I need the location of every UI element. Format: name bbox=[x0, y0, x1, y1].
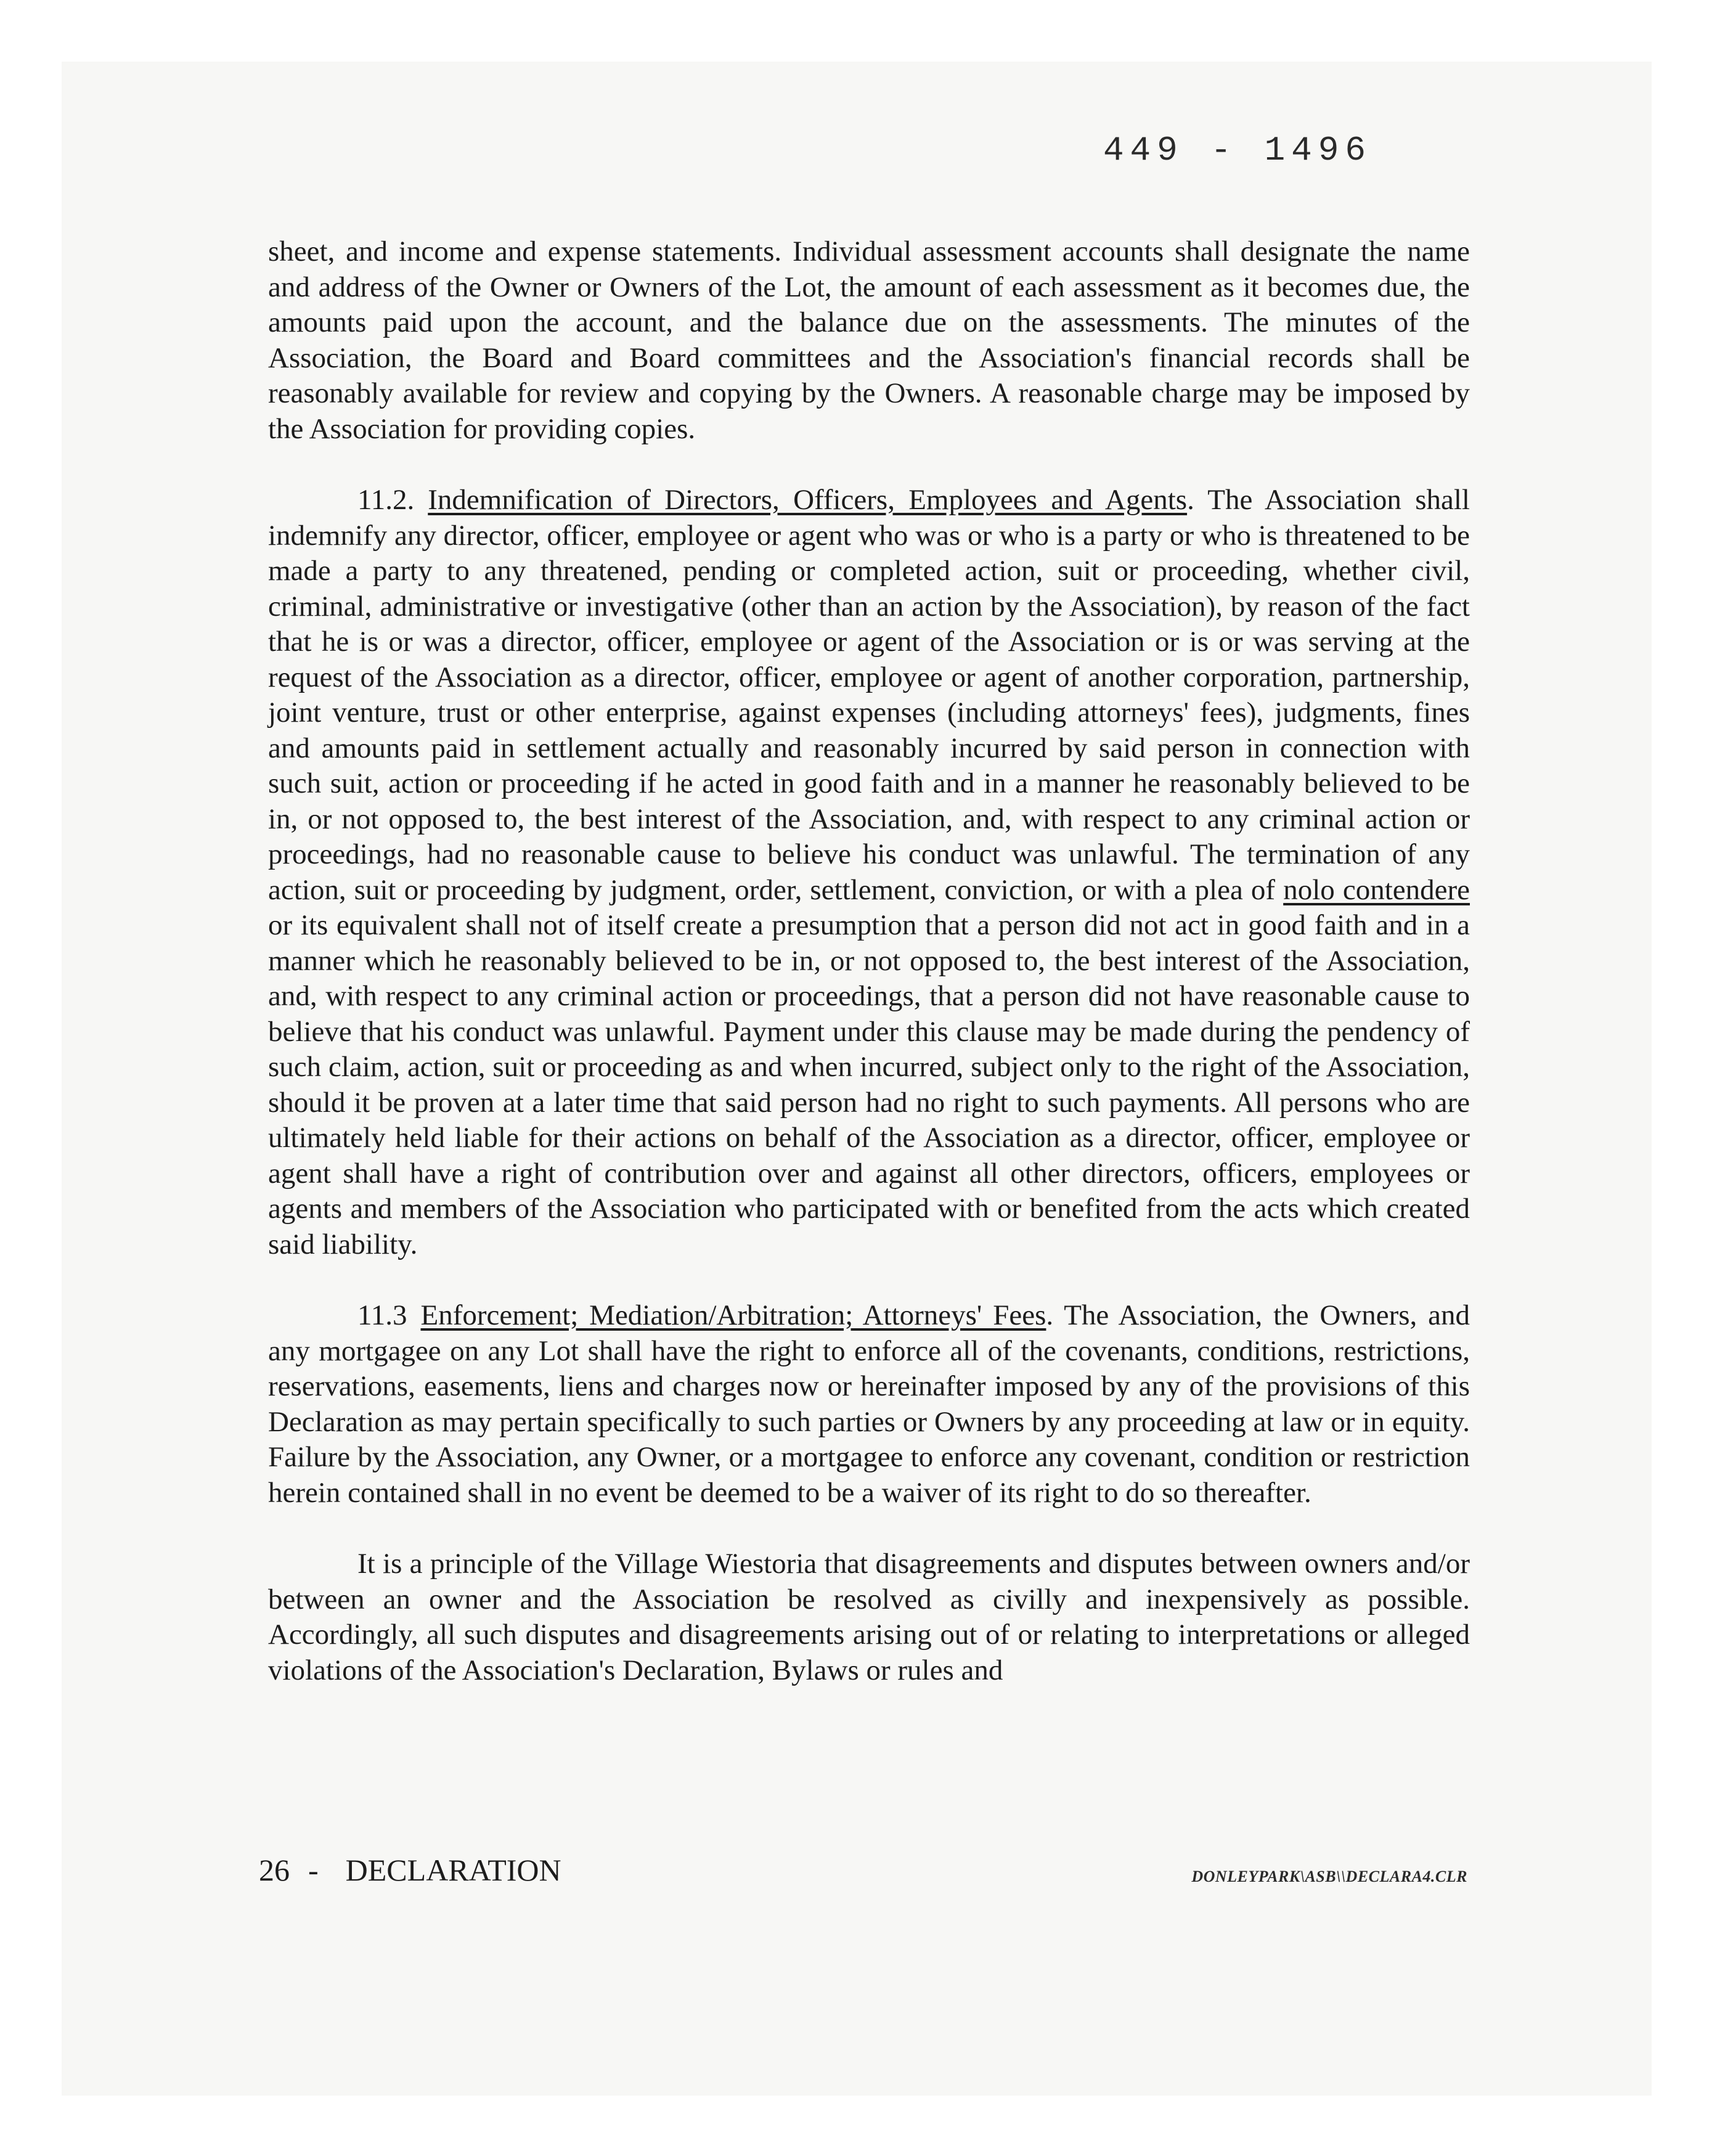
section-11-2 bbox=[268, 483, 1470, 1262]
section-text: . The Association shall indemnify any director, officer, employee or agent who was or who is a party or who is threatened to be made a party to any threatened, pending or completed action, suit or proceeding, whether civil, criminal, administrative or investigative (other than an action by the Association), by reason of the fact that he is or was a director, officer, employee or agent of the Association or is or was serving at the request of the Association as a director, officer, employee or agent of another corporation, partnership, joint venture, trust or other enterprise, against expenses (including attorneys' fees), judgments, fines and amounts paid in settlement actually and reasonably incurred by said person in connection with such suit, action or proceeding if he acted in good faith and in a manner he reasonably believed to be in, or not opposed to, the best interest of the Association, and, with respect to any criminal action or proceedings, had no reasonable cause to believe his conduct was unlawful. The termination of any action, suit or proceeding by judgment, order, settlement, conviction, or with a plea of bbox=[268, 484, 1470, 906]
document-title: DECLARATION bbox=[345, 1853, 561, 1887]
book-page-number: 449 - 1496 bbox=[1103, 131, 1372, 170]
footer-page-label bbox=[259, 1852, 561, 1888]
latin-term: nolo contendere bbox=[1283, 873, 1470, 906]
section-number: 11.3 bbox=[357, 1299, 407, 1331]
principle-paragraph: It is a principle of the Village Wiestoria that disagreements and disputes between owners and/or between an owner and the Association be resolved as civilly and inexpensively as possible. Accordingly, all such disputes and disagreements arising out of or relating to interpretations or alleged violations of the Association's Declaration, Bylaws or rules and bbox=[268, 1548, 1470, 1686]
footer-separator: - bbox=[308, 1853, 319, 1887]
section-text: . The Association, the Owners, and any mortgagee on any Lot shall have the right to enforce all of the covenants, conditions, restrictions, reservations, easements, liens and charges now or hereinafter imposed by any of the provisions of this Declaration as may pertain specifically to such parties or Owners by any proceeding at law or in equity. Failure by the Association, any Owner, or a mortgagee to enforce any covenant, condition or restriction herein contained shall in no event be deemed to be a waiver of its right to do so thereafter. bbox=[268, 1299, 1470, 1509]
page-number: 26 bbox=[259, 1853, 290, 1887]
footer-file-path: DONLEYPARK\ASB\\DECLARA4.CLR bbox=[1191, 1868, 1467, 1885]
section-11-3 bbox=[268, 1298, 1470, 1511]
document-body bbox=[268, 234, 1470, 1724]
section-heading: Enforcement; Mediation/Arbitration; Attorneys' Fees bbox=[420, 1299, 1046, 1331]
continuation-paragraph: sheet, and income and expense statements. Individual assessment accounts shall designate the name and address of the Owner or Owners of the Lot, the amount of each assessment as it becomes due, the amounts paid upon the account, and the balance due on the assessments. The minutes of the Association, the Board and Board committees and the Association's financial records shall be reasonably available for review and copying by the Owners. A reasonable charge may be imposed by the Association for providing copies. bbox=[268, 235, 1470, 445]
section-text-continued: or its equivalent shall not of itself create a presumption that a person did not act in good faith and in a manner which he reasonably believed to be in, or not opposed to, the best interest of the Association, and, with respect to any criminal action or proceedings, that a person did not have reasonable cause to believe that his conduct was unlawful. Payment under this clause may be made during the pendency of such claim, action, suit or proceeding as and when incurred, subject only to the right of the Association, should it be proven at a later time that said person had no right to such payments. All persons who are ultimately held liable for their actions on behalf of the Association as a director, officer, employee or agent shall have a right of contribution over and against all other directors, officers, employees or agents and members of the Association who participated with or benefited from the acts which created said liability. bbox=[268, 909, 1470, 1260]
section-number: 11.2. bbox=[357, 484, 415, 516]
section-heading: Indemnification of Directors, Officers, Employees and Agents bbox=[428, 484, 1188, 516]
